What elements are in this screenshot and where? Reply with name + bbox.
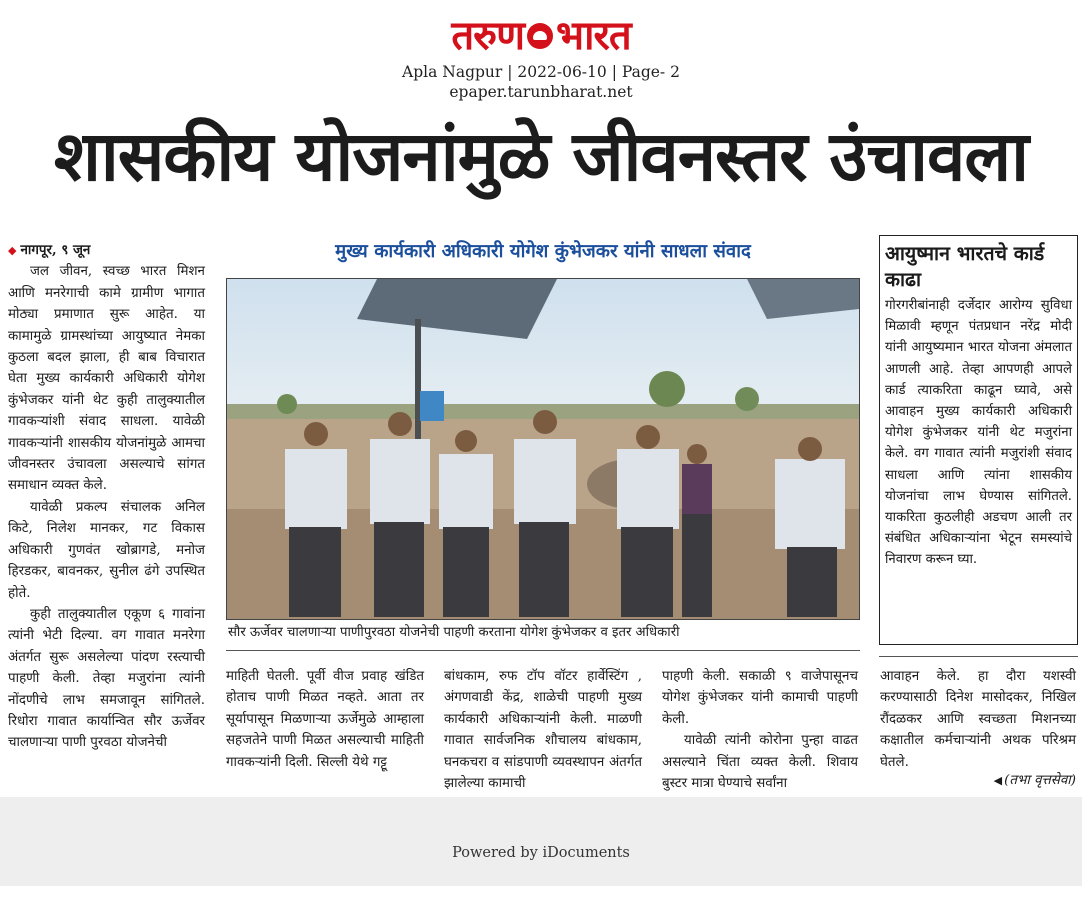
powered-by-text[interactable]: Powered by iDocuments	[452, 845, 630, 861]
paragraph: जल जीवन, स्वच्छ भारत मिशन आणि मनरेगाची कामे ग्रामीण भागात मोठ्या प्रमाणात सुरू आहेत. या कामामुळे ग्रामस्थांच्या आयुष्यात नेमका कुठला बदल झाला, ही बाब विचारात घेता मुख्य कार्यकारी अधिकारी योगेश कुंभेजकर यांनी थेट कुही तालुक्यातील गावकऱ्यांशी संवाद साधला. यावेळी गावकऱ्यांनी शासकीय योजनांमुळे आमचा जीवनस्तर उंचावला असल्याचे सांगत समाधान व्यक्त केले.	[8, 264, 205, 494]
left-triangle-icon: ◀	[993, 774, 1003, 787]
article-subheadline: मुख्य कार्यकारी अधिकारी योगेश कुंभेजकर यांनी साधला संवाद	[335, 241, 751, 262]
paragraph: पाहणी केली. सकाळी ९ वाजेपासूनच योगेश कुंभेजकर यांनी कामाची पाहणी केली.	[662, 669, 858, 727]
masthead	[0, 12, 1082, 102]
edition-line: Apla Nagpur | 2022-06-10 | Page- 2	[402, 63, 680, 81]
article-headline: शासकीय योजनांमुळे जीवनस्तर उंचावला	[54, 117, 1028, 197]
paragraph: यावेळी त्यांनी कोरोना पुन्हा वाढत असल्याने चिंता व्यक्त केली. शिवाय बुस्टर मात्रा घेण्याचे सर्वांना	[662, 733, 858, 792]
diamond-bullet-icon: ◆	[8, 244, 17, 257]
paragraph: यावेळी प्रकल्प संचालक अनिल किटे, निलेश मानकर, गट विकास अधिकारी गुणवंत खोब्रागडे, मनोज हिरडकर, बावनकर, सुनील ढंगे उपस्थित होते.	[8, 499, 205, 601]
dateline	[8, 240, 205, 261]
logo-text-part1: तरुण	[451, 13, 524, 59]
photo-caption: सौर ऊर्जेवर चालणाऱ्या पाणीपुरवठा योजनेची पाहणी करताना योगेश कुंभेजकर व इतर अधिकारी	[228, 625, 680, 640]
credit-text: (तभा वृत्तसेवा)	[1004, 773, 1076, 788]
paragraph: आवाहन केले. हा दौरा यशस्वी करण्यासाठी दिनेश मासोदकर, निखिल रौंदळकर आणि स्वच्छता मिशनच्या कक्षातील कर्मचाऱ्यांनी अथक परिश्रम घेतले.	[880, 669, 1076, 770]
dateline-text: नागपूर, ९ जून	[20, 242, 91, 258]
sidebar-body: गोरगरीबांनाही दर्जेदार आरोग्य सुविधा मिळावी म्हणून पंतप्रधान नरेंद्र मोदी यांनी आयुष्यमान भारत योजना अंमलात आणली आहे. तेव्हा आपणही आपले कार्ड त्याकरिता काढून घ्यावे, असे आवाहन मुख्य कार्यकारी अधिकारी योगेश कुंभेजकर यांनी थेट मजुरांना केले. वग गावात त्यांनी मजुरांशी संवाद साधला आणि त्यांना शासकीय योजनांचा लाभ घेण्यास सांगितले. याकरिता कुठलीही अडचण आली तर संबंधित अधिकाऱ्यांना भेटून समस्यांचे निवारण करून घ्या.	[885, 298, 1072, 568]
website-link[interactable]: epaper.tarunbharat.net	[449, 83, 633, 101]
article-column-2	[226, 666, 424, 773]
logo-emblem-icon	[527, 23, 553, 49]
article-column-1	[8, 240, 205, 754]
sidebar-divider	[879, 656, 1078, 657]
article-photo[interactable]	[226, 278, 860, 620]
logo-text-part2: भारत	[556, 13, 631, 59]
paragraph: बांधकाम, रुफ टॉप वॉटर हार्वेस्टिंग , अंगणवाडी केंद्र, शाळेची पाहणी मुख्य कार्यकारी अधिकाऱ्यांनी केली. माळणी गावात सार्वजनिक शौचालय बांधकाम, घनकचरा व सांडपाणी व्यवस्थापन अंतर्गत झालेल्या कामाची	[444, 669, 642, 792]
paragraph: कुही तालुक्यातील एकूण ६ गावांना त्यांनी भेटी दिल्या. वग गावात मनरेगा अंतर्गत सुरू असलेल्या पांदण रस्त्याची पाहणी केली. तेव्हा मजुरांना त्यांनी नोंदणीचे लाभ समजावून सांगितले. रिधोरा गावात कार्यान्वित सौर ऊर्जेवर चालणाऱ्या पाणी पुरवठा योजनेची	[8, 606, 205, 751]
article-column-4	[662, 666, 858, 794]
sidebar-box	[879, 235, 1078, 645]
footer	[0, 797, 1082, 886]
news-agency-credit	[994, 770, 1076, 788]
paragraph: माहिती घेतली. पूर्वी वीज प्रवाह खंडित होताच पाणी मिळत नव्हते. आता तर सूर्यापासून मिळणाऱ्या ऊर्जेमुळे आम्हाला सहजतेने पाणी मिळत असल्याची माहिती गावकऱ्यांनी दिली. सिल्ली येथे गट्टू	[226, 669, 424, 770]
article-column-5	[880, 666, 1076, 773]
newspaper-logo[interactable]	[451, 12, 630, 60]
sidebar-title: आयुष्मान भारतचे कार्ड काढा	[885, 242, 1045, 291]
article-column-3	[444, 666, 642, 794]
caption-divider	[226, 650, 860, 651]
